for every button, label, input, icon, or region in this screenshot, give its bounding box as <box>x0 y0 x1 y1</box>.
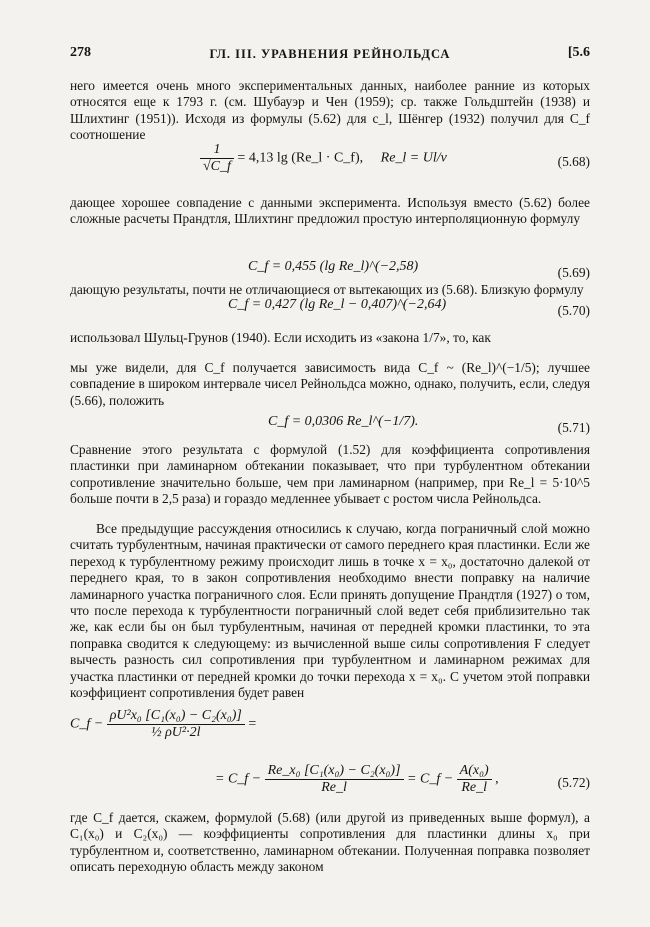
eq568-number: (5.68) <box>557 154 590 169</box>
paragraph-6: Все предыдущие рассуждения относились к случаю, когда пограничный слой можно считать турбулентным, начиная практически от самого переднего края пластинки. Если же переход к турбулентному режиму происходит лишь в точке x = x₀, достаточно далекой от переднего края, то в закон сопротивления необходимо внести поправку на наличие ламинарного участка пограничного слоя. Если принять допущение Прандтля (1927) о том, что после перехода к турбулентности пограничный слой ведет себя приблизительно так же, как если бы он был турбулентным, начиная от передней кромки пластинки, то эта поправка сводится к следующему: из вычисленной выше силы сопротивления F следует вычесть разность сил сопротивления при турбулентном и ламинарном режимах для участка пластинки от передней кромки до точки перехода x = x₀. С учетом этой поправки коэффициент сопротивления будет равен <box>70 521 590 701</box>
paragraph-3: дающую результаты, почти не отличающиеся от вытекающих из (5.68). Близкую формулу <box>70 282 584 297</box>
eq572-line2-end: , <box>495 771 499 787</box>
equation-5-68 <box>70 142 590 182</box>
paragraph-1: него имеется очень много экспериментальных данных, наиболее ранние из которых относятся еще к 1793 г. (см. Шубауэр и Чен (1959); ср. также Гольдштейн (1938) и Шлихтинг (1951)). Исходя из формулы (5.62) для c_l, Шёнгер (1932) получил для C_f соотношение <box>70 78 590 143</box>
eq572-line1-lhs: C_f − <box>70 716 104 732</box>
eq570-body: C_f = 0,427 (lg Re_l − 0,407)^(−2,64) <box>228 297 447 312</box>
eq571-number: (5.71) <box>557 420 590 435</box>
section-number: [5.6 <box>567 45 590 60</box>
eq572-line2-middle: = C_f − <box>407 771 454 787</box>
eq572-line1-denominator: ½ ρU²·2l <box>151 725 201 740</box>
eq571-body: C_f = 0,0306 Re_l^(−1/7). <box>268 414 419 429</box>
chapter-title: ГЛ. III. УРАВНЕНИЯ РЕЙНОЛЬДСА <box>209 47 451 61</box>
eq568-reynolds-definition: Re_l = Ul/ν <box>380 150 447 166</box>
paragraph-4-line-1: использовал Шульц-Грунов (1940). Если исходить из «закона 1/7», то, как <box>70 330 491 345</box>
running-header <box>70 45 590 67</box>
eq572-line2-denominator-2: Re_l <box>461 780 487 795</box>
eq572-line2-numerator: Re_x₀ [C₁(x₀) − C₂(x₀)] <box>265 763 404 780</box>
eq572-line1-equals: = <box>248 716 257 732</box>
eq572-number: (5.72) <box>557 775 590 790</box>
eq569-body: C_f = 0,455 (lg Re_l)^(−2,58) <box>248 259 419 274</box>
equation-5-72-line-1 <box>70 708 590 756</box>
equation-5-70 <box>70 297 590 327</box>
paragraph-7: где C_f дается, скажем, формулой (5.68) (или другой из приведенных выше формул), а C₁(x₀) и C₂(x₀) — коэффициенты сопротивления для пластинки длины x₀ при турбулентном и, соответственно, ламинарном обтекании. Полученная поправка позволяет описать переходную область между законом <box>70 810 590 875</box>
equation-5-71 <box>70 414 590 444</box>
page-number: 278 <box>70 45 91 60</box>
eq572-line2-lhs: = C_f − <box>215 771 262 787</box>
eq568-rhs: = 4,13 lg (Re_l · C_f), <box>237 150 364 166</box>
eq568-lhs-numerator: 1 <box>200 142 234 159</box>
eq572-line1-numerator: ρU²x₀ [C₁(x₀) − C₂(x₀)] <box>107 708 245 725</box>
paragraph-2: дающее хорошее совпадение с данными эксперимента. Используя вместо (5.62) более сложные расчеты Прандтля, Шлихтинг предложил простую интерполяционную формулу <box>70 195 590 227</box>
eq568-lhs-denominator: √C_f <box>203 159 231 174</box>
paragraph-4: мы уже видели, для C_f получается зависимость вида C_f ~ (Re_l)^(−1/5); лучшее совпадение в широком интервале чисел Рейнольдса можно, однако, получить, если, следуя (5.66), положить <box>70 360 590 408</box>
eq570-number: (5.70) <box>557 303 590 318</box>
paragraph-5: Сравнение этого результата с формулой (1.52) для коэффициента сопротивления пластинки при ламинарном обтекании показывает, что при турбулентном обтекании сопротивление значительно больше, чем при ламинарном (например, при Re_l = 5·10^5 больше почти в 2,5 раза) и гораздо медленнее убывает с ростом числа Рейнольдса. <box>70 442 590 507</box>
equation-5-72-line-2 <box>70 763 590 803</box>
eq572-line2-denominator: Re_l <box>321 780 347 795</box>
eq569-number: (5.69) <box>557 265 590 280</box>
eq572-line2-numerator-2: A(x₀) <box>457 763 492 780</box>
